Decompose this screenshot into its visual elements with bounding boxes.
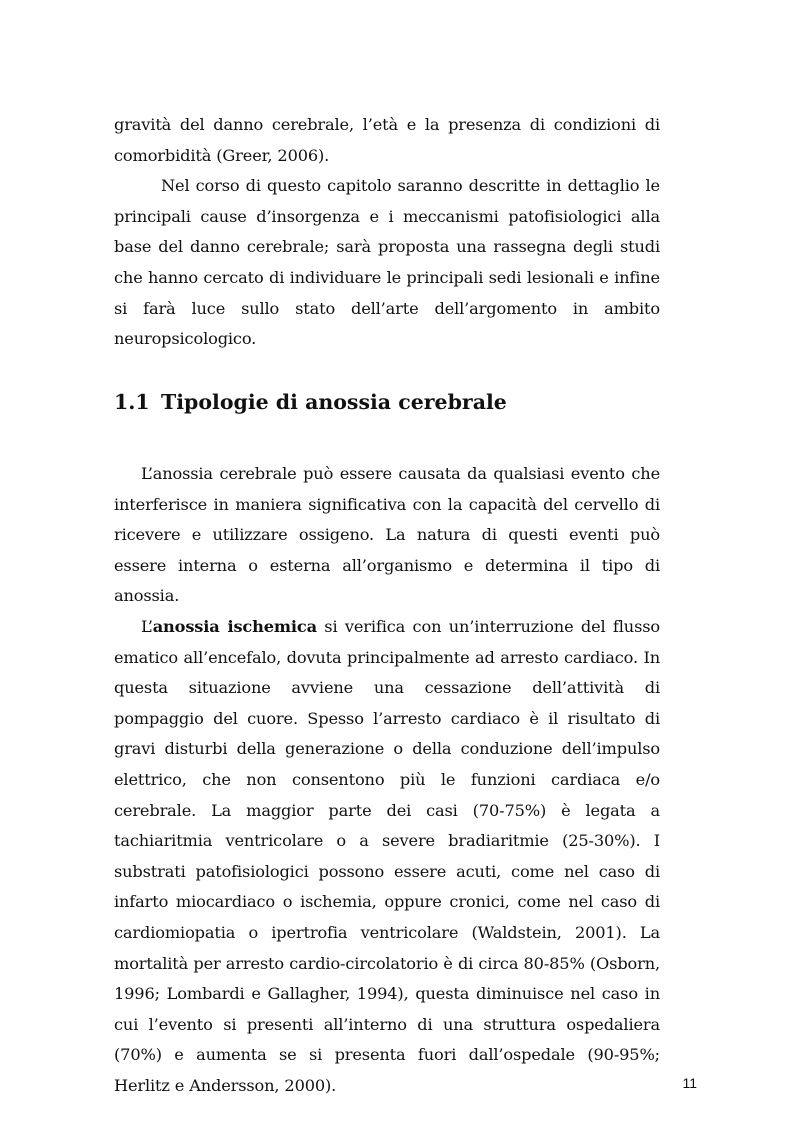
key-term-anossia-ischemica: anossia ischemica	[152, 616, 317, 636]
intro-paragraph-continuation: gravità del danno cerebrale, l’età e la presenza di condizioni di comorbidità (Greer, 2006).	[114, 115, 660, 165]
section-paragraph-ischemic-anoxia	[114, 612, 660, 1102]
paragraph-rest: si verifica con un’interruzione del flusso ematico all’encefalo, dovuta principalmente ad arresto cardiaco. In questa situazione avviene una cessazione dell’attività di pompaggio del cuore. Spesso l’arresto cardiaco è il risultato di gravi disturbi della generazione o della conduzione dell’impulso elettrico, che non consentono più le funzioni cardiaca e/o cerebrale. La maggior parte dei casi (70-75%) è legata a tachiaritmia ventricolare o a severe bradiaritmie (25-30%). I substrati patofisiologici possono essere acuti, come nel caso di infarto miocardiaco o ischemia, oppure cronici, come nel caso di cardiomiopatia o ipertrofia ventricolare (Waldstein, 2001). La mortalità per arresto cardio-circolatorio è di circa 80-85% (Osborn, 1996; Lombardi e Gallagher, 1994), questa diminuisce nel caso in cui l’evento si presenti all’interno di una struttura ospedaliera (70%) e aumenta se si presenta fuori dall’ospedale (90-95%; Herlitz e Andersson, 2000).	[114, 616, 660, 1095]
section-title: Tipologie di anossia cerebrale	[161, 390, 507, 414]
section-body	[114, 459, 660, 1101]
section-paragraph-definition: L’anossia cerebrale può essere causata da qualsiasi evento che interferisce in maniera significativa con la capacità del cervello di ricevere e utilizzare ossigeno. La natura di questi eventi può essere interna o esterna all’organismo e determina il tipo di anossia.	[114, 464, 660, 606]
section-number: 1.1	[114, 390, 150, 414]
paragraph-lead: L’	[141, 616, 153, 636]
section-heading	[114, 387, 507, 417]
page-number: 11	[682, 1075, 697, 1091]
intro-text	[114, 110, 660, 355]
intro-paragraph-chapter-overview: Nel corso di questo capitolo saranno descritte in dettaglio le principali cause d’insorgenza e i meccanismi patofisiologici alla base del danno cerebrale; sarà proposta una rassegna degli studi che hanno cercato di individuare le principali sedi lesionali e infine si farà luce sullo stato dell’arte dell’argomento in ambito neuropsicologico.	[114, 176, 660, 349]
